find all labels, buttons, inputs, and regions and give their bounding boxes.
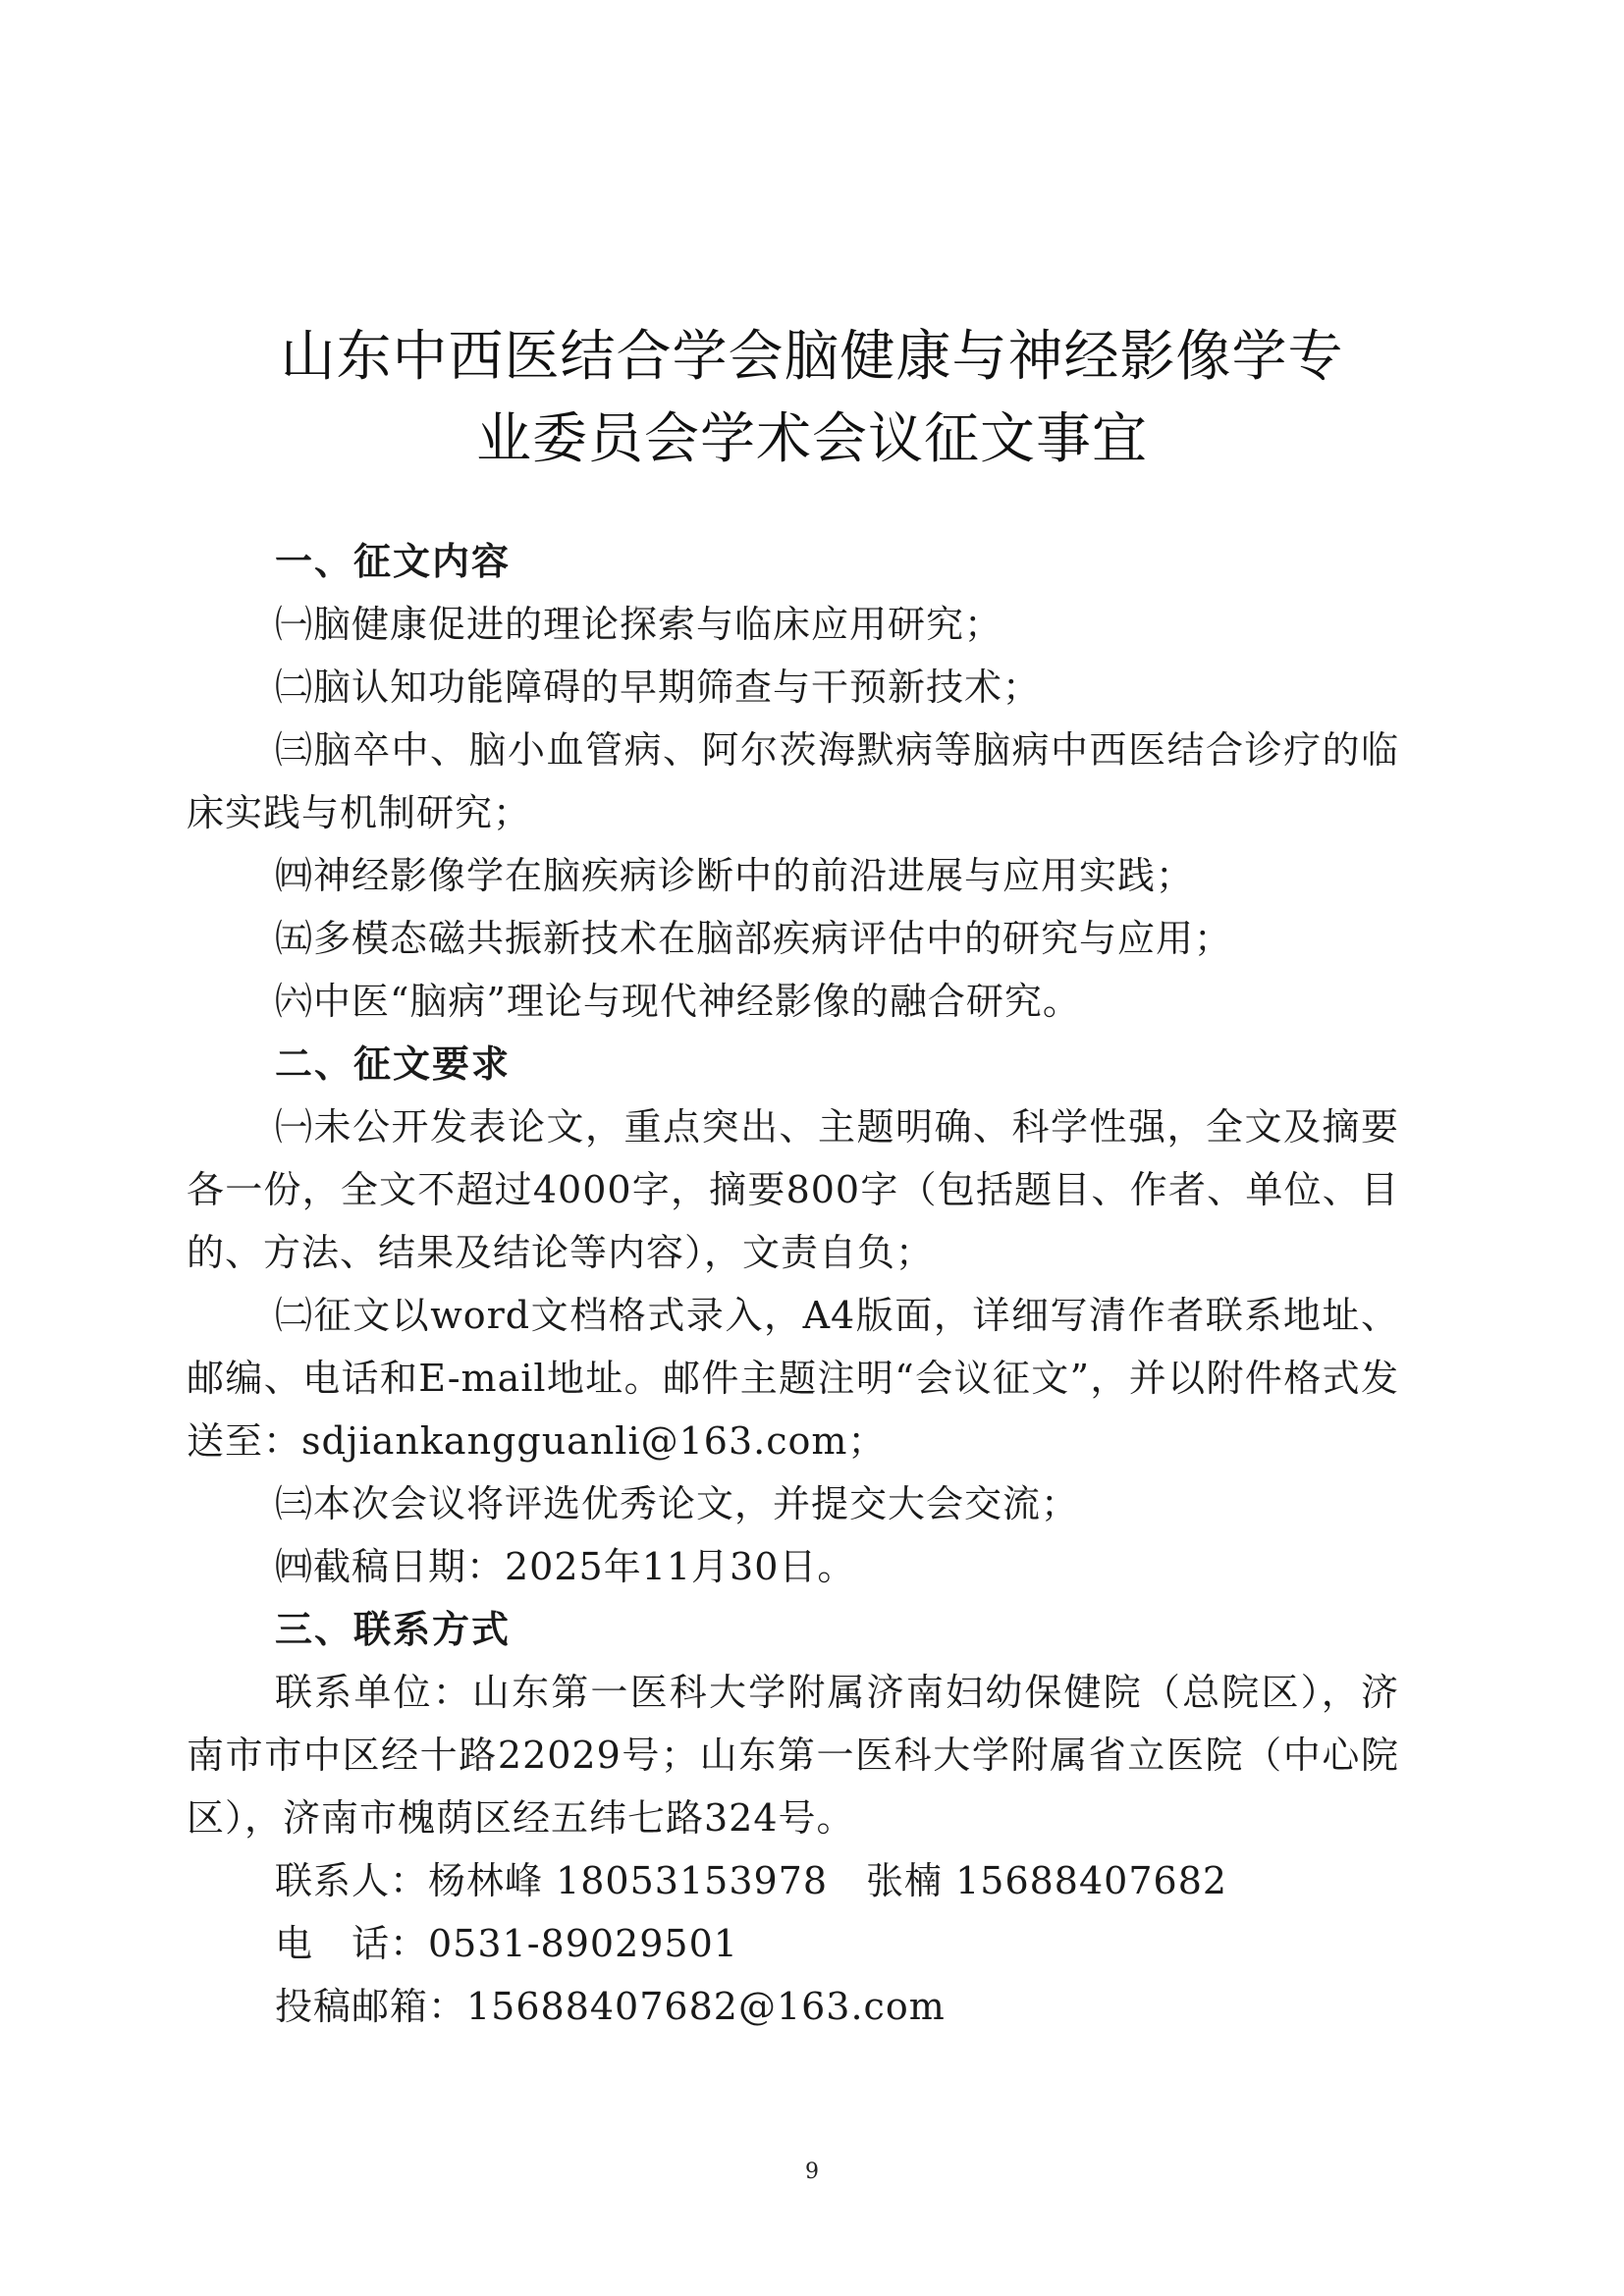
contact-email: 投稿邮箱：15688407682@163.com (275, 1985, 946, 2028)
document-title (187, 316, 1437, 481)
title-line-2: 业委员会学术会议征文事宜 (476, 407, 1148, 471)
content-item: ㈡脑认知功能障碍的早期筛查与干预新技术； (275, 666, 1042, 709)
page-number: 9 (805, 2160, 819, 2184)
requirement-item: ㈡征文以word文档格式录入，A4版面，详细写清作者联系地址、邮编、电话和E-mail地址。邮件主题注明“会议征文”，并以附件格式发送至：sdjiankangguanli@163.com； (187, 1294, 1399, 1463)
content-item: ㈥中医“脑病”理论与现代神经影像的融合研究。 (275, 980, 1081, 1023)
contact-unit: 联系单位：山东第一医科大学附属济南妇幼保健院（总院区），济南市市中区经十路22029号；山东第一医科大学附属省立医院（中心院区），济南市槐荫区经五纬七路324号。 (187, 1671, 1399, 1840)
requirement-item: ㈣截稿日期：2025年11月30日。 (275, 1545, 856, 1588)
contact-phone: 电 话：0531-89029501 (275, 1922, 738, 1965)
section-heading-content: 一、征文内容 (275, 540, 512, 583)
requirement-item: ㈠未公开发表论文，重点突出、主题明确、科学性强，全文及摘要各一份，全文不超过4000字，摘要800字（包括题目、作者、单位、目的、方法、结果及结论等内容），文责自负； (187, 1105, 1399, 1274)
content-item: ㈠脑健康促进的理论探索与临床应用研究； (275, 603, 1003, 646)
section-heading-contact: 三、联系方式 (275, 1608, 512, 1651)
requirement-item: ㈢本次会议将评选优秀论文，并提交大会交流； (275, 1482, 1080, 1525)
content-item: ㈤多模态磁共振新技术在脑部疾病评估中的研究与应用； (275, 917, 1233, 960)
content-item: ㈣神经影像学在脑疾病诊断中的前沿进展与应用实践； (275, 854, 1195, 897)
document-body (187, 530, 1399, 2038)
content-item: ㈢脑卒中、脑小血管病、阿尔茨海默病等脑病中西医结合诊疗的临床实践与机制研究； (187, 728, 1399, 834)
contact-person: 联系人：杨林峰 18053153978 张楠 15688407682 (275, 1859, 1228, 1902)
title-line-1: 山东中西医结合学会脑健康与神经影像学专 (280, 325, 1344, 389)
section-heading-requirements: 二、征文要求 (275, 1042, 512, 1086)
